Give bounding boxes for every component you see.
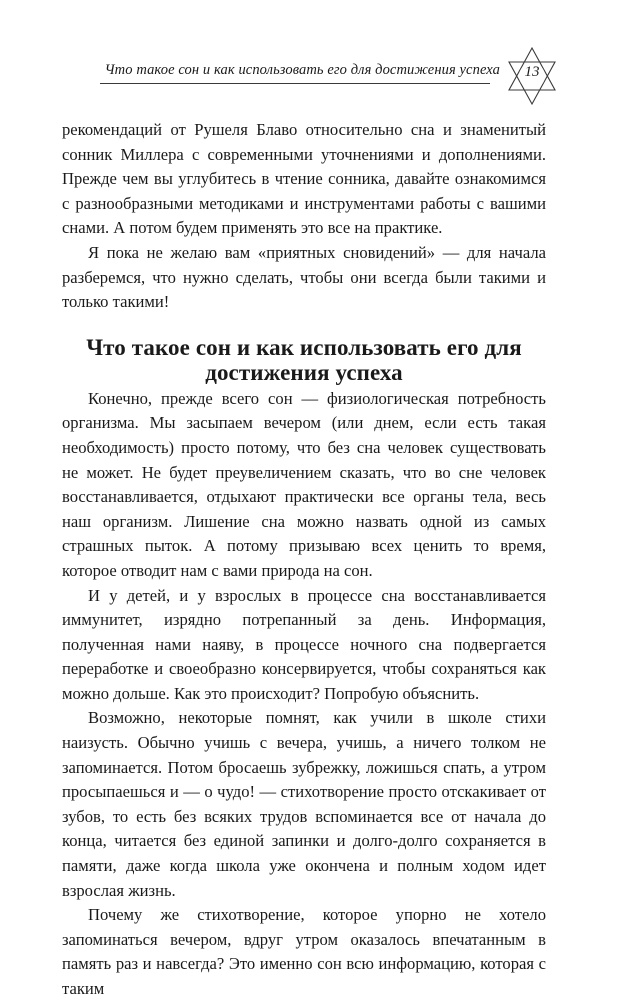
running-title: Что такое сон и как использовать его для достижения успеха [104, 62, 500, 78]
section-heading-line: Что такое сон и как использовать его для [86, 334, 522, 360]
paragraph: рекомендаций от Рушеля Блаво относительно сна и знаменитый сонник Миллера с современными уточнениями и дополнениями. Прежде чем вы углубитесь в чтение сонника, давайте ознакомимся с разнообразными методиками и инструментами работы с вашими снами. А потом будем применять это все на практике. [62, 120, 546, 238]
paragraph: Возможно, некоторые помнят, как учили в школе стихи наизусть. Обычно учишь с вечера, учишь, а ничего толком не запоминается. Потом бросаешь зубрежку, ложишься спать, а утром просыпаешься и — о чудо! — стихотворение просто отскакивает от зубов, то есть без всяких трудов вспоминается все от начала до конца, читается без единой запинки и долго-долго сохраняется в памяти, даже когда школа уже окончена и полным ходом идет взрослая жизнь. [62, 708, 546, 900]
running-head [60, 60, 500, 84]
body-text [62, 118, 546, 1002]
header-rule [100, 83, 490, 84]
section-heading-line: достижения успеха [205, 359, 403, 385]
section-heading [62, 335, 546, 385]
paragraph: Почему же стихотворение, которое упорно не хотело запоминаться вечером, вдруг утром оказалось впечатанным в память раз и навсегда? Это именно сон всю информацию, которая с таким [62, 905, 546, 998]
paragraph: Конечно, прежде всего сон — физиологическая потребность организма. Мы засыпаем вечером (или днем, если есть такая необходимость) просто потому, что без сна человек существовать не может. Не будет преувеличением сказать, что во сне человек восстанавливается, отдыхают практически все органы тела, весь наш организм. Лишение сна можно назвать одной из самых страшных пыток. А потому призываю всех ценить то время, которое отводит нам с вами природа на сон. [62, 388, 546, 580]
paragraph: Я пока не желаю вам «приятных сновидений» — для начала разберемся, что нужно сделать, чтобы они всегда были такими и только такими! [62, 242, 546, 312]
page-number: 13 [524, 64, 540, 80]
paragraph: И у детей, и у взрослых в процессе сна восстанавливается иммунитет, изрядно потрепанный за день. Информация, полученная нами наяву, в процессе ночного сна подвергается переработке и своеобразно консервируется, чтобы сохраняться как можно дольше. Как это происходит? Попробую объяснить. [62, 585, 546, 703]
